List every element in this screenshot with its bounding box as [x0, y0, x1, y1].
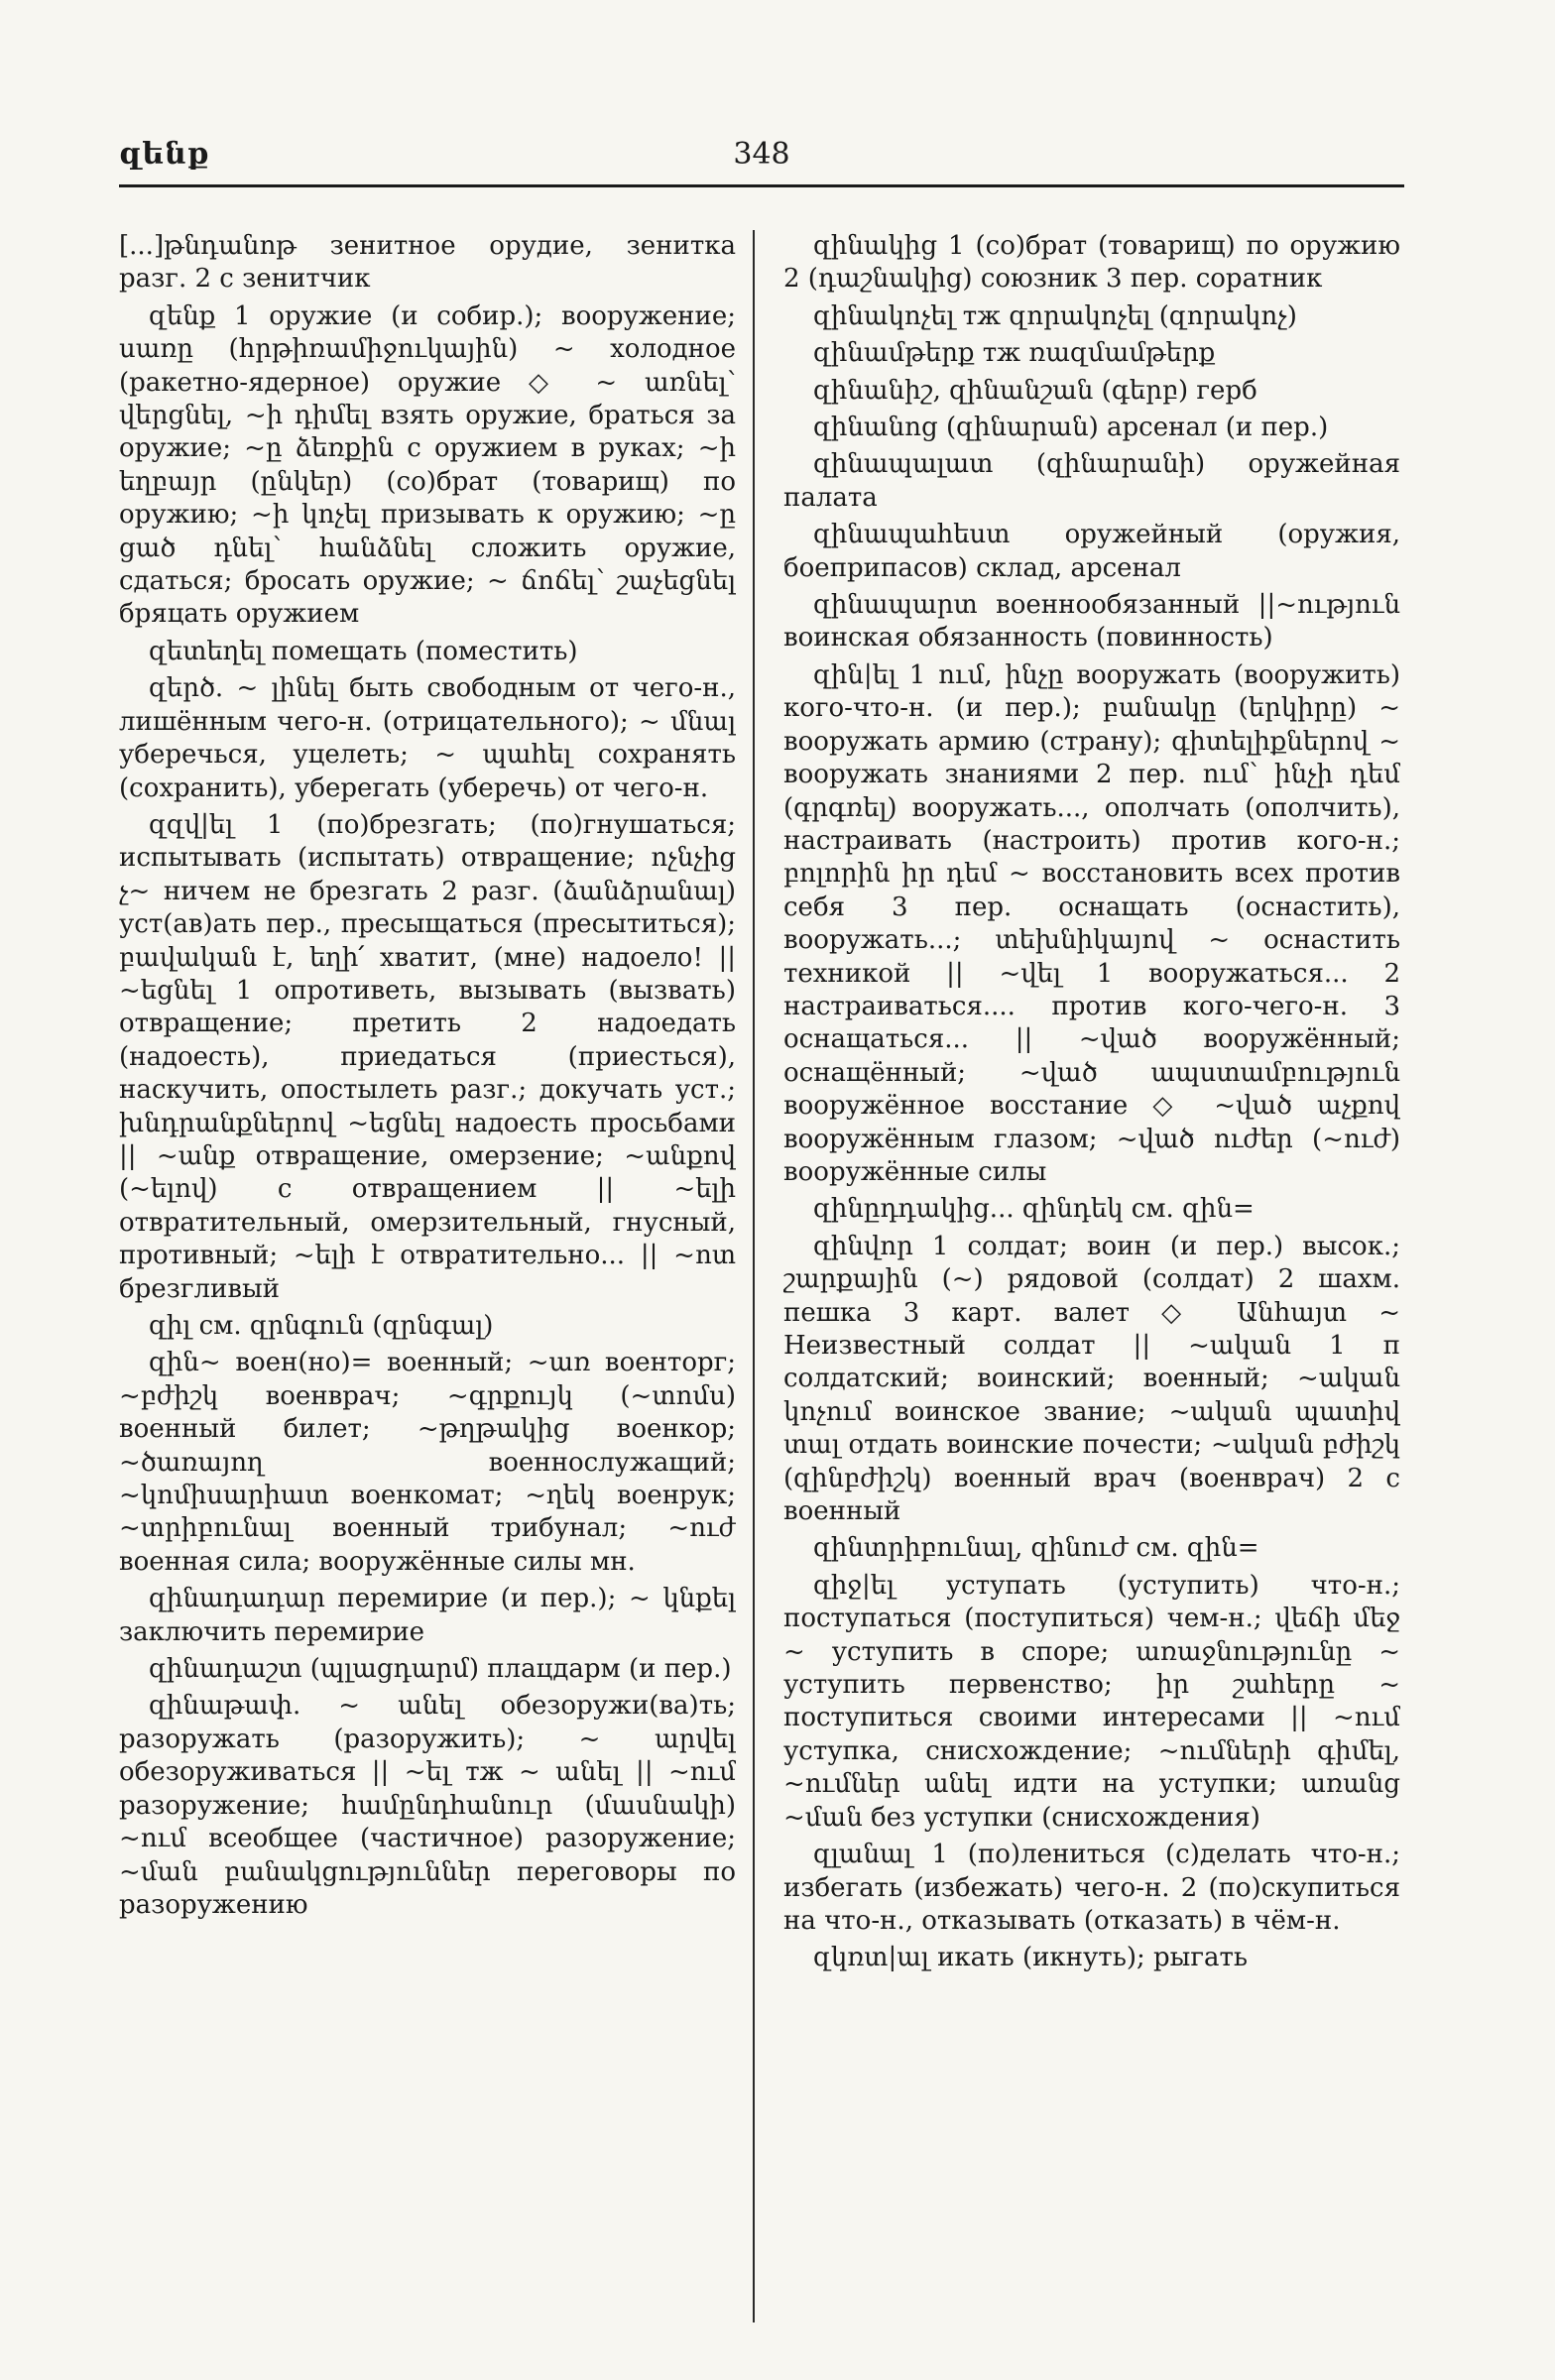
header-rule [119, 184, 1404, 187]
dictionary-entry: զկռտ|ալ икать (икнуть); рыгать [813, 1943, 1249, 1973]
dictionary-entry: զերծ. ~ լինել быть свободным от чего-н., лишённым чего-н. (отрицательного); ~ մնալ уберечься, уцелеть; ~ պահել сохранять (сохранить), уберегать (уберечь) от чего-н. [119, 673, 736, 803]
dictionary-entry: զիլ см. զրնգուն (զրնգալ) [149, 1311, 494, 1341]
dictionary-entry: զետեղել помещать (поместить) [149, 636, 578, 666]
column-divider [753, 230, 755, 2322]
dictionary-entry: զզվ|ել 1 (по)брезгать; (по)гнушаться; испытывать (испытать) отвращение; ոչնչից չ~ ничем не брезгать 2 разг. (ձանձրանալ) уст(ав)ать пер., пресыщаться (пресытиться); բավական է, եղի՛ хватит, (мне) надоело! || ~եցնել 1 опротиветь, вызывать (вызвать) отвращение; претить 2 надоедать (надоесть), приедаться (приесться), наскучить, опостылеть разг.; докучать уст.; խնդրանքներով ~եցնել надоесть просьбами || ~անք отвращение, омерзение; ~անքով (~ելով) с отвращением || ~ելի отвратительный, омерзительный, гнусный, противный; ~ելի է отвратительно... || ~ոտ брезгливый [119, 809, 736, 1304]
dictionary-entry: զինաթափ. ~ անել обезоружи(ва)ть; разоружать (разоружить); ~ արվել обезоруживаться || ~ել тж ~ անել || ~ում разоружение; համընդհանուր (մասնակի) ~ում всеобщее (частичное) разоружение; ~ման բանակցություններ переговоры по разоружению [119, 1691, 736, 1920]
dictionary-entry: զինադաշտ (պլացդարմ) плацдарм (и пер.) [149, 1654, 732, 1685]
dictionary-entry: զինադադար перемирие (и пер.); ~ կնքել заключить перемирие [119, 1584, 736, 1647]
dictionary-entry: զինամթերք тж ռազմամթերք [813, 338, 1216, 369]
dictionary-entry: զլանալ 1 (по)лениться (с)делать что-н.; избегать (избежать) чего-н. 2 (по)скупиться на что-н., отказывать (отказать) в чём-н. [783, 1840, 1400, 1936]
running-header [119, 137, 1404, 180]
dictionary-entry: զին~ воен(но)= военный; ~առ военторг; ~բժիշկ военврач; ~գրքույկ (~տոմս) военный билет; ~թղթակից военкор; ~ծառայող военнослужащий; ~կոմիսարիատ военкомат; ~ղեկ военрук; ~տրիբունալ военный трибунал; ~ուժ военная сила; вооружённые силы мн. [119, 1348, 736, 1577]
dictionary-entry: զենք 1 оружие (и собир.); вооружение; սառը (հրթիռամիջուկային) ~ холодное (ракетно-ядерное) оружие ◇ ~ առնել՝ վերցնել, ~ի դիմել взять оружие, браться за оружие; ~ը ձեռքին с оружием в руках; ~ի եղբայր (ընկեր) (со)брат (товарищ) по оружию; ~ի կոչել призывать к оружию; ~ը ցած դնել՝ հանձնել сложить оружие, сдаться; бросать оружие; ~ ճոճել՝ շաչեցնել бряцать оружием [119, 300, 736, 630]
dictionary-entry: [...]թնդանոթ зенитное орудие, зенитка разг. 2 с зенитчик [119, 231, 736, 295]
dictionary-entry: զինըդդակից... զինդեկ см. զին= [813, 1194, 1255, 1225]
dictionary-entry: զինակից 1 (со)брат (товарищ) по оружию 2 (դաշնակից) союзник 3 пер. соратник [783, 231, 1400, 295]
dictionary-entry: զինապալատ (զինարանի) оружейная палата [783, 449, 1400, 513]
dictionary-entry: զինակոչել тж զորակոչել (զորակոչ) [813, 300, 1297, 331]
right-column [783, 230, 1400, 2322]
dictionary-entry: զին|ել 1 ում, ինչը вооружать (вооружить) кого-что-н. (и пер.); բանակը (երկիրը) ~ вооружать армию (страну); գիտելիքներով ~ вооружать знаниями 2 пер. ում՝ ինչի դեմ (գրգռել) вооружать..., ополчать (ополчить), настраивать (настроить) против кого-н.; բոլորին իր դեմ ~ восстановить всех против себя 3 пер. оснащать (оснастить), вооружать...; տեխնիկայով ~ оснастить техникой || ~վել 1 вооружаться... 2 настраиваться.... против кого-чего-н. 3 оснащаться... || ~ված вооружённый; оснащённый; ~ված ապստամբություն вооружённое восстание ◇ ~ված աչքով вооружённым глазом; ~ված ուժեր (~ուժ) вооружённые силы [783, 659, 1400, 1187]
page-number: 348 [733, 137, 790, 172]
left-column [119, 230, 736, 2322]
dictionary-entry: զինանոց (զինարան) арсенал (и пер.) [813, 413, 1329, 443]
dictionary-entry: զինտրիբունալ, զինուժ см. զին= [813, 1533, 1259, 1564]
dictionary-entry: զինապահեստ оружейный (оружия, боеприпасов) склад, арсенал [783, 520, 1400, 583]
dictionary-entry: զիջ|ել уступать (уступить) что-н.; поступаться (поступиться) чем-н.; վեճի մեջ ~ уступить в споре; առաջնությունը ~ уступить первенство; իր շահերը ~ поступиться своими интересами || ~ում уступка, снисхождение; ~ումների գիմել, ~ումներ անել идти на уступки; առանց ~ման без уступки (снисхождения) [783, 1570, 1400, 1833]
dictionary-entry: զինվոր 1 солдат; воин (и пер.) высок.; շարքային (~) рядовой (солдат) 2 шахм. пешка 3 карт. валет ◇ Անհայտ ~ Неизвестный солдат || ~ական 1 п солдатский; воинский; военный; ~ական կոչում воинское звание; ~ական պատիվ տալ отдать воинские почести; ~ական բժիշկ (զինբժիշկ) военный врач (военврач) 2 с военный [783, 1231, 1400, 1527]
dictionary-entry: զինապարտ военнообязанный ||~ություն воинская обязанность (повинность) [783, 590, 1400, 654]
running-head-word: զենք [119, 137, 210, 172]
dictionary-entry: զինանիշ, զինանշան (գերբ) герб [813, 375, 1257, 406]
